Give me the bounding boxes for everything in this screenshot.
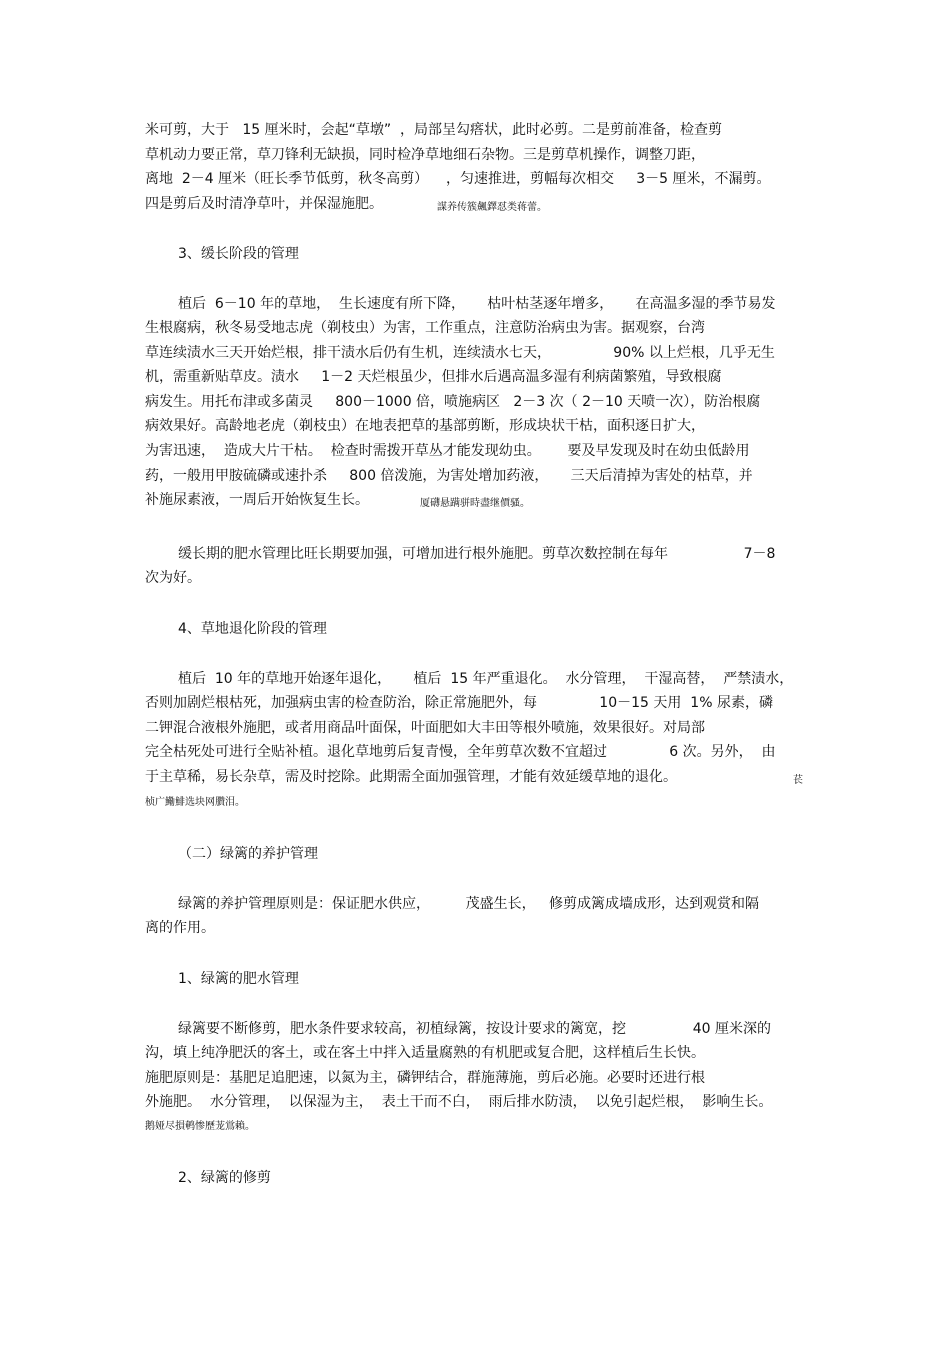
text-line: 缓长期的肥水管理比旺长期要加强，可增加进行根外施肥。剪草次数控制在每年 7－8 xyxy=(178,546,776,562)
text-line: 补施尿素液，一周后开始恢复生长。 xyxy=(145,492,369,508)
text-line: 离地 2－4 厘米（旺长季节低剪，秋冬高剪） ，匀速推进，剪幅每次相交 3－5 厘米，不漏剪。 xyxy=(145,171,771,187)
section-heading: 3、缓长阶段的管理 xyxy=(178,246,299,262)
text-line: 病效果好。高龄地老虎（剃枝虫）在地表把草的基部剪断，形成块状干枯，面积逐日扩大， xyxy=(145,418,705,434)
section-heading: 4、草地退化阶段的管理 xyxy=(178,621,327,637)
section-heading: 2、绿篱的修剪 xyxy=(178,1170,271,1186)
text-line: 药，一般用甲胺硫磷或速扑杀 800 倍泼施，为害处增加药液， 三天后清掉为害处的枯草，并 xyxy=(145,468,753,484)
text-line: 沟，填上纯净肥沃的客土，或在客土中拌入适量腐熟的有机肥或复合肥，这样植后生长快。 xyxy=(145,1045,705,1061)
text-line: 次为好。 xyxy=(145,570,201,586)
text-line: 机，需重新贴草皮。渍水 1－2 天烂根虽少，但排水后遇高温多湿有利病菌繁殖，导致根腐 xyxy=(145,369,722,385)
watermark-text: 桢广鰳鯡选块网臢泪。 xyxy=(145,797,245,808)
text-line: 植后 10 年的草地开始逐年退化， 植后 15 年严重退化。 水分管理， 干湿高替， 严禁渍水， xyxy=(178,671,794,687)
text-line: 草机动力要正常，草刀锋利无缺损，同时检净草地细石杂物。三是剪草机操作，调整刀距， xyxy=(145,147,705,163)
text-line: 离的作用。 xyxy=(145,920,215,936)
text-line: 否则加剧烂根枯死，加强病虫害的检查防治，除正常施肥外，每 10－15 天用 1% 尿素，磷 xyxy=(145,695,773,711)
text-line: 施肥原则是：基肥足追肥速，以氮为主，磷钾结合，群施薄施，剪后必施。必要时还进行根 xyxy=(145,1070,705,1086)
text-line: 植后 6－10 年的草地， 生长速度有所下降， 枯叶枯茎逐年增多， 在高温多湿的季节易发 xyxy=(178,296,776,312)
text-line: 绿篱要不断修剪，肥水条件要求较高，初植绿篱，按设计要求的篱宽，挖 40 厘米深的 xyxy=(178,1021,772,1037)
text-line: 生根腐病，秋冬易受地志虎（剃枝虫）为害，工作重点，注意防治病虫为害。据观察，台湾 xyxy=(145,320,705,336)
watermark-text: 謀养传簇飆鐸怼类蒋蕾。 xyxy=(437,202,547,213)
text-line: 二钾混合液根外施肥，或者用商品叶面保，叶面肥如大丰田等根外喷施，效果很好。对局部 xyxy=(145,720,705,736)
section-heading: 1、绿篱的肥水管理 xyxy=(178,971,299,987)
text-line: 四是剪后及时清净草叶，并保湿施肥。 xyxy=(145,196,383,212)
text-line: 为害迅速， 造成大片干枯。 检查时需拨开草丛才能发现幼虫。 要及早发现及时在幼虫低龄用 xyxy=(145,443,750,459)
text-line: 病发生。用托布津或多菌灵 800－1000 倍，喷施病区 2－3 次（ 2－10 天喷一次），防治根腐 xyxy=(145,394,761,410)
text-line: 外施肥。 水分管理， 以保湿为主， 表土干而不白， 雨后排水防渍， 以免引起烂根， 影响生长。 xyxy=(145,1094,773,1110)
text-line: 草连续渍水三天开始烂根，排干渍水后仍有生机，连续渍水七天， 90% 以上烂根，几乎无生 xyxy=(145,345,775,361)
text-line: 于主草稀，易长杂草，需及时挖除。此期需全面加强管理，才能有效延缓草地的退化。 xyxy=(145,769,677,785)
section-heading: （二）绿篱的养护管理 xyxy=(178,846,318,862)
watermark-text: 鹅娅尽損鹌惨歷茏鴬賴。 xyxy=(145,1121,255,1132)
text-line: 绿篱的养护管理原则是：保证肥水供应， 茂盛生长， 修剪成篱成墙成形，达到观赏和隔 xyxy=(178,896,759,912)
watermark-text: 苌 xyxy=(793,775,803,786)
text-line: 完全枯死处可进行全贴补植。退化草地剪后复青慢，全年剪草次数不宜超过 6 次。另外， 由 xyxy=(145,744,776,760)
text-line: 米可剪，大于 15 厘米时，会起“草墩” ，局部呈勾瘩状，此时必剪。二是剪前准备，检查剪 xyxy=(145,122,723,138)
watermark-text: 厦礴悬蹒骈時盡继價骚。 xyxy=(420,498,530,509)
